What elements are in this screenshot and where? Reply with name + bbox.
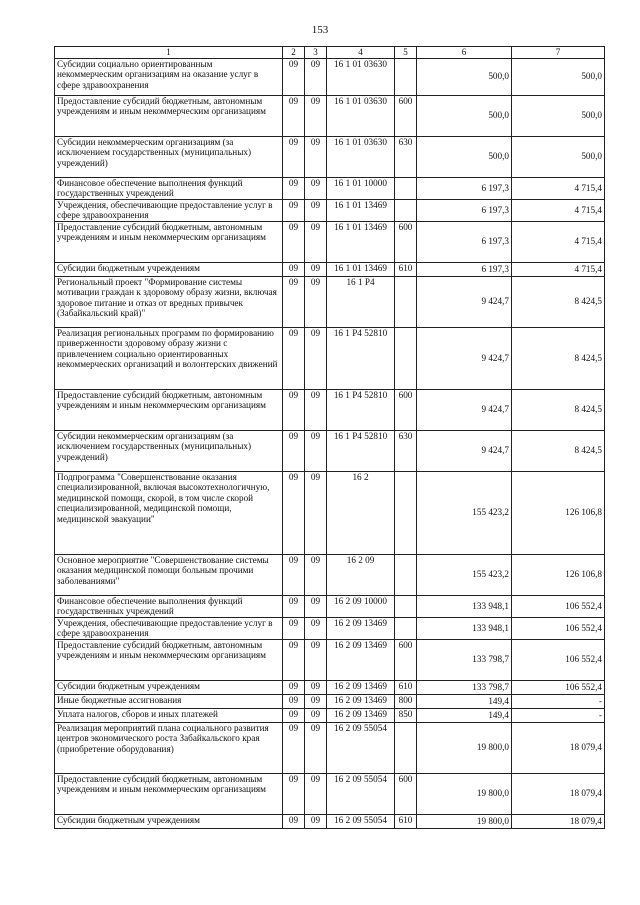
row-amount-actual: 18 079,4 xyxy=(512,722,605,773)
row-subsection: 09 xyxy=(305,221,327,262)
row-subsection: 09 xyxy=(305,327,327,389)
row-name: Субсидии социально ориентированным некоммерческим организациям на оказание услуг в сфере здравоохранения xyxy=(55,58,283,95)
row-subsection: 09 xyxy=(305,694,327,708)
row-section: 09 xyxy=(283,617,305,639)
row-target-code: 16 2 09 55054 xyxy=(327,814,395,828)
row-target-code: 16 2 09 13469 xyxy=(327,708,395,722)
table-row xyxy=(55,639,605,680)
header-cell: 6 xyxy=(417,47,512,59)
row-amount-plan: 6 197,3 xyxy=(417,177,512,199)
row-amount-plan: 9 424,7 xyxy=(417,389,512,430)
row-amount-plan: 500,0 xyxy=(417,95,512,136)
row-subsection: 09 xyxy=(305,95,327,136)
table-row xyxy=(55,617,605,639)
row-section: 09 xyxy=(283,327,305,389)
row-section: 09 xyxy=(283,389,305,430)
row-expense-type xyxy=(395,58,417,95)
row-subsection: 09 xyxy=(305,773,327,814)
row-amount-actual: 500,0 xyxy=(512,95,605,136)
row-name: Реализация мероприятий плана социального развития центров экономического роста Забайкальского края (приобретение оборудования) xyxy=(55,722,283,773)
row-expense-type: 600 xyxy=(395,773,417,814)
row-expense-type xyxy=(395,177,417,199)
row-target-code: 16 2 09 55054 xyxy=(327,722,395,773)
row-subsection: 09 xyxy=(305,177,327,199)
table-row xyxy=(55,595,605,617)
row-amount-actual: 4 715,4 xyxy=(512,199,605,221)
row-expense-type xyxy=(395,722,417,773)
row-amount-actual: 106 552,4 xyxy=(512,639,605,680)
row-amount-actual: 126 106,8 xyxy=(512,554,605,595)
table-row xyxy=(55,58,605,95)
row-target-code: 16 1 P4 52810 xyxy=(327,327,395,389)
header-cell: 4 xyxy=(327,47,395,59)
row-amount-actual: 500,0 xyxy=(512,58,605,95)
row-subsection: 09 xyxy=(305,262,327,276)
row-target-code: 16 1 01 03630 xyxy=(327,95,395,136)
row-amount-plan: 155 423,2 xyxy=(417,471,512,554)
row-name: Финансовое обеспечение выполнения функций государственных учреждений xyxy=(55,595,283,617)
row-name: Субсидии бюджетным учреждениям xyxy=(55,680,283,694)
row-name: Основное мероприятие "Совершенствование системы оказания медицинской помощи больным прочими заболеваниями" xyxy=(55,554,283,595)
table-row xyxy=(55,327,605,389)
row-amount-plan: 6 197,3 xyxy=(417,221,512,262)
row-amount-plan: 500,0 xyxy=(417,58,512,95)
row-subsection: 09 xyxy=(305,595,327,617)
row-name: Региональный проект "Формирование системы мотивации граждан к здоровому образу жизни, включая здоровое питание и отказ от вредных привычек (Забайкальский край)" xyxy=(55,276,283,327)
row-amount-plan: 155 423,2 xyxy=(417,554,512,595)
table-row xyxy=(55,708,605,722)
row-section: 09 xyxy=(283,95,305,136)
row-subsection: 09 xyxy=(305,708,327,722)
row-subsection: 09 xyxy=(305,680,327,694)
row-amount-actual: 106 552,4 xyxy=(512,680,605,694)
row-amount-plan: 133 798,7 xyxy=(417,680,512,694)
table-row xyxy=(55,95,605,136)
row-target-code: 16 1 P4 xyxy=(327,276,395,327)
row-section: 09 xyxy=(283,262,305,276)
header-cell: 3 xyxy=(305,47,327,59)
row-section: 09 xyxy=(283,58,305,95)
row-amount-plan: 149,4 xyxy=(417,694,512,708)
row-name: Предоставление субсидий бюджетным, автономным учреждениям и иным некоммерческим организациям xyxy=(55,639,283,680)
table-row xyxy=(55,471,605,554)
row-amount-plan: 9 424,7 xyxy=(417,327,512,389)
row-section: 09 xyxy=(283,471,305,554)
row-target-code: 16 2 09 13469 xyxy=(327,639,395,680)
row-expense-type: 600 xyxy=(395,639,417,680)
row-expense-type: 600 xyxy=(395,95,417,136)
row-name: Субсидии некоммерческим организациям (за исключением государственных (муниципальных) учреждений) xyxy=(55,136,283,177)
row-amount-plan: 6 197,3 xyxy=(417,199,512,221)
row-expense-type: 630 xyxy=(395,430,417,471)
row-amount-plan: 149,4 xyxy=(417,708,512,722)
row-subsection: 09 xyxy=(305,814,327,828)
row-amount-plan: 9 424,7 xyxy=(417,276,512,327)
row-name: Предоставление субсидий бюджетным, автономным учреждениям и иным некоммерческим организациям xyxy=(55,773,283,814)
row-amount-actual: - xyxy=(512,708,605,722)
table-row xyxy=(55,554,605,595)
row-amount-actual: - xyxy=(512,694,605,708)
row-amount-plan: 133 948,1 xyxy=(417,595,512,617)
table-row xyxy=(55,430,605,471)
table-row xyxy=(55,694,605,708)
row-name: Субсидии бюджетным учреждениям xyxy=(55,262,283,276)
row-section: 09 xyxy=(283,814,305,828)
row-expense-type: 850 xyxy=(395,708,417,722)
row-name: Предоставление субсидий бюджетным, автономным учреждениям и иным некоммерческим организациям xyxy=(55,95,283,136)
row-target-code: 16 1 P4 52810 xyxy=(327,389,395,430)
budget-table xyxy=(54,46,605,829)
row-amount-actual: 18 079,4 xyxy=(512,814,605,828)
row-target-code: 16 2 09 13469 xyxy=(327,680,395,694)
row-expense-type: 610 xyxy=(395,680,417,694)
row-subsection: 09 xyxy=(305,389,327,430)
row-subsection: 09 xyxy=(305,471,327,554)
header-cell: 7 xyxy=(512,47,605,59)
row-target-code: 16 1 P4 52810 xyxy=(327,430,395,471)
row-amount-plan: 19 800,0 xyxy=(417,773,512,814)
table-row xyxy=(55,136,605,177)
table-row xyxy=(55,773,605,814)
row-name: Реализация региональных программ по формированию приверженности здоровому образу жизни с привлечением социально ориентированных некоммерческих организаций и волонтерских движений xyxy=(55,327,283,389)
row-amount-actual: 4 715,4 xyxy=(512,262,605,276)
row-amount-plan: 19 800,0 xyxy=(417,814,512,828)
row-name: Предоставление субсидий бюджетным, автономным учреждениям и иным некоммерческим организациям xyxy=(55,221,283,262)
header-cell: 5 xyxy=(395,47,417,59)
row-expense-type xyxy=(395,471,417,554)
row-subsection: 09 xyxy=(305,639,327,680)
row-target-code: 16 1 01 03630 xyxy=(327,58,395,95)
row-amount-plan: 133 798,7 xyxy=(417,639,512,680)
row-amount-actual: 106 552,4 xyxy=(512,595,605,617)
row-target-code: 16 2 xyxy=(327,471,395,554)
row-amount-plan: 19 800,0 xyxy=(417,722,512,773)
row-amount-actual: 8 424,5 xyxy=(512,327,605,389)
row-name: Финансовое обеспечение выполнения функций государственных учреждений xyxy=(55,177,283,199)
table-row xyxy=(55,722,605,773)
row-expense-type xyxy=(395,327,417,389)
row-name: Подпрограмма "Совершенствование оказания специализированной, включая высокотехнологичную, медицинской помощи, скорой, в том числе скорой специализированной, медицинской помощи, медицинской эвакуации" xyxy=(55,471,283,554)
row-section: 09 xyxy=(283,639,305,680)
row-target-code: 16 2 09 10000 xyxy=(327,595,395,617)
row-section: 09 xyxy=(283,708,305,722)
row-subsection: 09 xyxy=(305,430,327,471)
row-section: 09 xyxy=(283,694,305,708)
table-row xyxy=(55,276,605,327)
row-name: Предоставление субсидий бюджетным, автономным учреждениям и иным некоммерческим организациям xyxy=(55,389,283,430)
row-target-code: 16 2 09 13469 xyxy=(327,617,395,639)
row-name: Иные бюджетные ассигнования xyxy=(55,694,283,708)
row-amount-actual: 8 424,5 xyxy=(512,389,605,430)
row-name: Субсидии бюджетным учреждениям xyxy=(55,814,283,828)
row-amount-actual: 4 715,4 xyxy=(512,221,605,262)
row-name: Уплата налогов, сборов и иных платежей xyxy=(55,708,283,722)
row-amount-actual: 4 715,4 xyxy=(512,177,605,199)
row-subsection: 09 xyxy=(305,58,327,95)
row-amount-actual: 500,0 xyxy=(512,136,605,177)
row-subsection: 09 xyxy=(305,136,327,177)
row-subsection: 09 xyxy=(305,199,327,221)
row-section: 09 xyxy=(283,177,305,199)
row-section: 09 xyxy=(283,221,305,262)
row-section: 09 xyxy=(283,680,305,694)
row-section: 09 xyxy=(283,554,305,595)
row-target-code: 16 2 09 xyxy=(327,554,395,595)
row-section: 09 xyxy=(283,276,305,327)
table-row xyxy=(55,221,605,262)
header-row xyxy=(55,47,605,59)
row-expense-type: 800 xyxy=(395,694,417,708)
row-expense-type xyxy=(395,595,417,617)
table-row xyxy=(55,199,605,221)
row-expense-type xyxy=(395,554,417,595)
row-section: 09 xyxy=(283,430,305,471)
row-target-code: 16 1 01 13469 xyxy=(327,262,395,276)
row-expense-type: 600 xyxy=(395,221,417,262)
header-cell: 2 xyxy=(283,47,305,59)
row-section: 09 xyxy=(283,595,305,617)
row-amount-actual: 106 552,4 xyxy=(512,617,605,639)
row-expense-type: 630 xyxy=(395,136,417,177)
row-expense-type: 610 xyxy=(395,814,417,828)
row-expense-type xyxy=(395,199,417,221)
row-amount-plan: 9 424,7 xyxy=(417,430,512,471)
row-amount-plan: 133 948,1 xyxy=(417,617,512,639)
row-amount-plan: 6 197,3 xyxy=(417,262,512,276)
row-expense-type xyxy=(395,276,417,327)
row-amount-actual: 8 424,5 xyxy=(512,276,605,327)
row-amount-actual: 18 079,4 xyxy=(512,773,605,814)
row-amount-actual: 126 106,8 xyxy=(512,471,605,554)
row-name: Учреждения, обеспечивающие предоставление услуг в сфере здравоохранения xyxy=(55,199,283,221)
row-target-code: 16 2 09 55054 xyxy=(327,773,395,814)
row-section: 09 xyxy=(283,136,305,177)
row-section: 09 xyxy=(283,722,305,773)
row-subsection: 09 xyxy=(305,722,327,773)
row-name: Учреждения, обеспечивающие предоставление услуг в сфере здравоохранения xyxy=(55,617,283,639)
row-target-code: 16 1 01 03630 xyxy=(327,136,395,177)
row-target-code: 16 2 09 13469 xyxy=(327,694,395,708)
row-target-code: 16 1 01 13469 xyxy=(327,221,395,262)
row-target-code: 16 1 01 10000 xyxy=(327,177,395,199)
row-subsection: 09 xyxy=(305,554,327,595)
row-target-code: 16 1 01 13469 xyxy=(327,199,395,221)
row-expense-type: 600 xyxy=(395,389,417,430)
page-number: 153 xyxy=(311,24,329,36)
row-amount-plan: 500,0 xyxy=(417,136,512,177)
row-expense-type xyxy=(395,617,417,639)
header-cell: 1 xyxy=(55,47,283,59)
row-name: Субсидии некоммерческим организациям (за исключением государственных (муниципальных) учреждений) xyxy=(55,430,283,471)
row-section: 09 xyxy=(283,199,305,221)
row-subsection: 09 xyxy=(305,617,327,639)
table-row xyxy=(55,262,605,276)
row-expense-type: 610 xyxy=(395,262,417,276)
table-row xyxy=(55,680,605,694)
row-section: 09 xyxy=(283,773,305,814)
row-amount-actual: 8 424,5 xyxy=(512,430,605,471)
table-row xyxy=(55,814,605,828)
table-row xyxy=(55,177,605,199)
table-row xyxy=(55,389,605,430)
row-subsection: 09 xyxy=(305,276,327,327)
